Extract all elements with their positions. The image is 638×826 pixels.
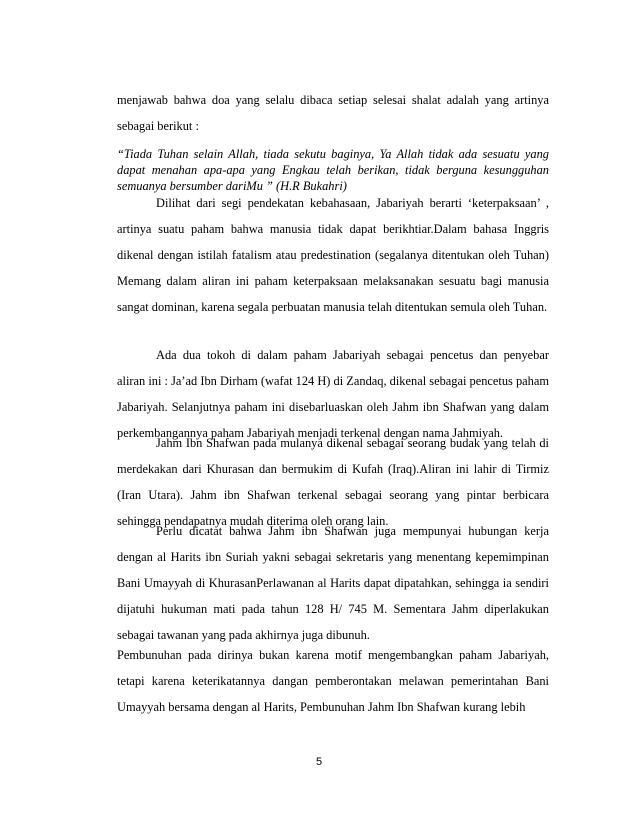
paragraph-al-harits: Perlu dicatat bahwa Jahm ibn Shafwan juga mempunyai hubungan kerja dengan al Harits ibn Suriah yakni sebagai sekretaris yang menentang kepemimpinan Bani Umayyah di KhurasanPerlawanan al Harits dapat dipatahkan, sehingga ia sendiri dijatuhi hukuman mati pada tahun 128 H/ 745 M. Sementara Jahm diperlakukan sebagai tawanan yang pada akhirnya juga dibunuh. [117, 524, 549, 642]
paragraph-two-figures: Ada dua tokoh di dalam paham Jabariyah sebagai pencetus dan penyebar aliran ini : Ja’ad Ibn Dirham (wafat 124 H) di Zandaq, dikenal sebagai pencetus paham Jabariyah. Selanjutnya paham ini disebarluaskan oleh Jahm ibn Shafwan yang dalam perkembangannya paham Jabariyah menjadi terkenal dengan nama Jahmiyah. [117, 348, 549, 440]
paragraph-killing-motive: Pembunuhan pada dirinya bukan karena motif mengembangkan paham Jabariyah, tetapi karena keterikatannya dangan pemberontakan melawan pemerintahan Bani Umayyah bersama dengan al Harits, Pembunuhan Jahm Ibn Shafwan kurang lebih [117, 648, 549, 714]
paragraph-intro: menjawab bahwa doa yang selalu dibaca setiap selesai shalat adalah yang artinya sebagai berikut : [117, 93, 549, 133]
paragraph-jabariyah-definition: Dilihat dari segi pendekatan kebahasaan, Jabariyah berarti ‘keterpaksaan’ , artinya suatu paham bahwa manusia tidak dapat berikhtiar.Dalam bahasa Inggris dikenal dengan istilah fatalism atau predestination (segalanya ditentukan oleh Tuhan) Memang dalam aliran ini paham keterpaksaan melaksanakan sesuatu bagi manusia sangat dominan, karena segala perbuatan manusia telah ditentukan semula oleh Tuhan. [117, 196, 549, 314]
quote-block: “Tiada Tuhan selain Allah, tiada sekutu baginya, Ya Allah tidak ada sesuatu yang dapat menahan apa-apa yang Engkau telah berikan, tidak berguna kesungguhan semuanya bersumber dariMu ” (H.R Bukahri) [117, 147, 549, 193]
paragraph-jahm-origin: Jahm Ibn Shafwan pada mulanya dikenal sebagai seorang budak yang telah di merdekakan dari Khurasan dan bermukim di Kufah (Iraq).Aliran ini lahir di Tirmiz (Iran Utara). Jahm ibn Shafwan terkenal sebagai seorang yang pintar berbicara sehingga pendapatnya mudah diterima oleh orang lain. [117, 436, 549, 528]
page-number: 5 [315, 756, 323, 768]
